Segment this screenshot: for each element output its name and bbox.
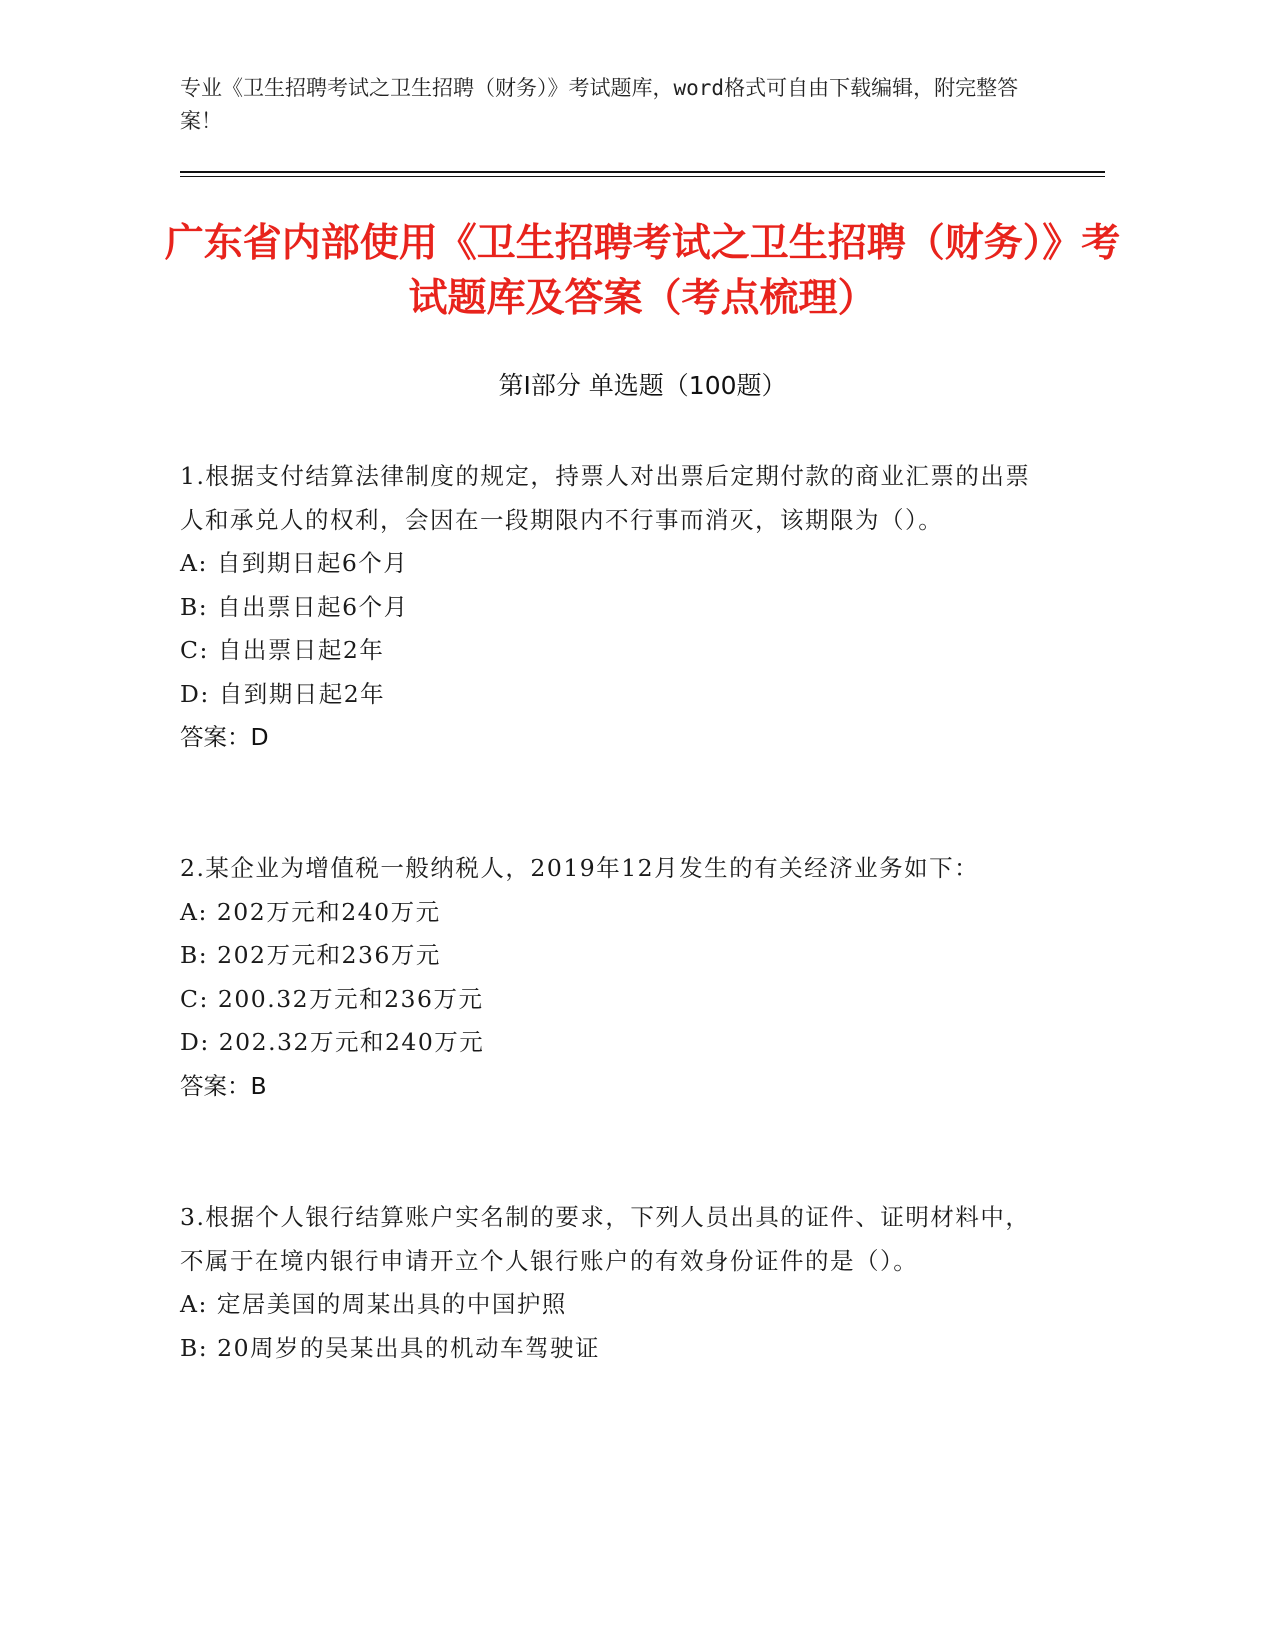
header-note: 专业《卫生招聘考试之卫生招聘（财务）》考试题库，word格式可自由下载编辑，附完整答案！ — [180, 76, 1019, 133]
question-stem: 1.根据支付结算法律制度的规定，持票人对出票后定期付款的商业汇票的出票人和承兑人的权利，会因在一段期限内不行事而消灭，该期限为（）。 — [180, 462, 1031, 534]
document-title: 广东省内部使用《卫生招聘考试之卫生招聘（财务）》考试题库及答案（考点梳理） — [164, 221, 1121, 321]
option-b: B: 20周岁的吴某出具的机动车驾驶证 — [180, 1333, 601, 1362]
question-stem: 3.根据个人银行结算账户实名制的要求，下列人员出具的证件、证明材料中，不属于在境内银行申请开立个人银行账户的有效身份证件的是（）。 — [180, 1203, 1031, 1275]
option-a: A: 202万元和240万元 — [180, 897, 441, 926]
option-b: B: 自出票日起6个月 — [180, 592, 409, 621]
question-1 — [180, 455, 1040, 760]
header-divider-thin — [180, 176, 1105, 177]
question-stem: 2.某企业为增值税一般纳税人，2019年12月发生的有关经济业务如下： — [180, 854, 980, 882]
question-2 — [180, 847, 1040, 1108]
answer: 答案：D — [180, 723, 269, 751]
option-a: A: 定居美国的周某出具的中国护照 — [180, 1290, 567, 1318]
answer: 答案：B — [180, 1071, 267, 1100]
option-d: D: 202.32万元和240万元 — [180, 1028, 485, 1056]
option-b: B: 202万元和236万元 — [180, 941, 441, 969]
option-a: A: 自到期日起6个月 — [180, 549, 409, 577]
header-divider-thick — [180, 171, 1105, 173]
question-3 — [180, 1196, 1040, 1370]
section-title: 第Ⅰ部分 单选题（100题） — [498, 371, 787, 400]
option-c: C: 200.32万元和236万元 — [180, 984, 484, 1013]
option-c: C: 自出票日起2年 — [180, 636, 385, 664]
option-d: D: 自到期日起2年 — [180, 679, 386, 708]
